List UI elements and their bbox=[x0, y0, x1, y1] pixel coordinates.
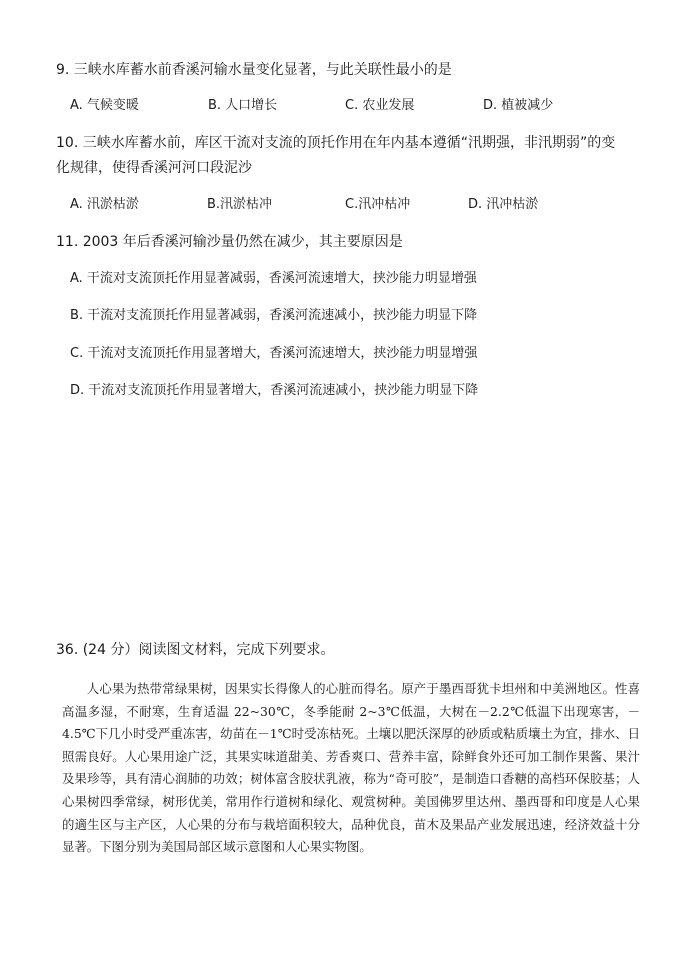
question-9-option-b: B. 人口增长 bbox=[208, 98, 278, 113]
question-11-stem: 11. 2003 年后香溪河输沙量仍然在减少，其主要原因是 bbox=[56, 234, 403, 250]
question-10-option-c: C.汛冲枯冲 bbox=[345, 197, 411, 212]
question-10-option-b: B.汛淤枯冲 bbox=[207, 197, 273, 212]
question-9-option-c: C. 农业发展 bbox=[345, 98, 415, 113]
question-10-option-d: D. 汛冲枯淤 bbox=[468, 197, 539, 212]
question-9-option-d: D. 植被减少 bbox=[483, 98, 554, 113]
question-9-stem: 9. 三峡水库蓄水前香溪河输水量变化显著，与此关联性最小的是 bbox=[56, 62, 452, 78]
question-11-option-b: B. 干流对支流顶托作用显著减弱，香溪河流速减小，挟沙能力明显下降 bbox=[70, 308, 478, 323]
question-36-passage bbox=[62, 678, 640, 859]
question-10-stem-line1: 10. 三峡水库蓄水前，库区干流对支流的顶托作用在年内基本遵循“汛期强，非汛期弱”的变 bbox=[56, 135, 616, 151]
question-11-option-a: A. 干流对支流顶托作用显著减弱，香溪河流速增大，挟沙能力明显增强 bbox=[70, 271, 477, 286]
question-36-stem: 36. (24 分）阅读图文材料，完成下列要求。 bbox=[56, 642, 335, 658]
question-11-option-d: D. 干流对支流顶托作用显著增大，香溪河流速减小，挟沙能力明显下降 bbox=[70, 383, 479, 398]
question-11-option-c: C. 干流对支流顶托作用显著增大，香溪河流速增大，挟沙能力明显增强 bbox=[70, 346, 478, 361]
question-10-stem-line2: 化规律，使得香溪河河口段泥沙 bbox=[56, 160, 252, 176]
passage-paragraph: 人心果为热带常绿果树，因果实长得像人的心脏而得名。原产于墨西哥犹卡坦州和中美洲地区。性喜高温多湿，不耐寒，生育适温 22~30℃，冬季能耐 2~3℃低温，大树在－2.2℃低温下出现寒害，－4.5℃下几小时受严重冻害，幼苗在－1℃时受冻枯死。土壤以肥沃深厚的砂质或粘质壤土为宜，排水、日照需良好。人心果用途广泛，其果实味道甜美、芳香爽口、营养丰富，除鲜食外还可加工制作果酱、果汁及果珍等，具有清心润肺的功效；树体富含胶状乳液，称为“奇可胶”，是制造口香糖的高档环保胶基；人心果树四季常绿，树形优美，常用作行道树和绿化、观赏树种。美国佛罗里达州、墨西哥和印度是人心果的適生区与主产区，人心果的分布与栽培面积较大，品种优良，苗木及果品产业发展迅速，经济效益十分显著。下图分别为美国局部区域示意图和人心果实物图。 bbox=[62, 681, 640, 855]
question-10-option-a: A. 汛淤枯淤 bbox=[70, 197, 139, 212]
question-9-option-a: A. 气候变暖 bbox=[70, 98, 139, 113]
